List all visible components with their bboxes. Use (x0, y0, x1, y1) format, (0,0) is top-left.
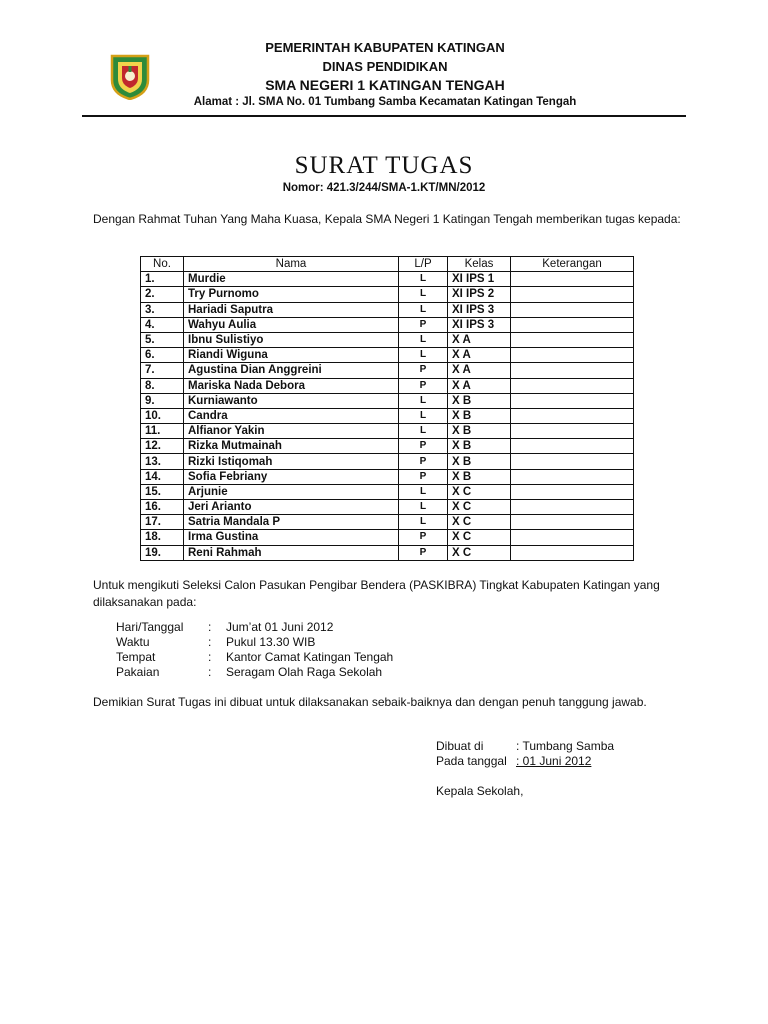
header-line-government: PEMERINTAH KABUPATEN KATINGAN (265, 40, 505, 55)
cell-kelas: X B (448, 408, 511, 423)
cell-kelas: X A (448, 348, 511, 363)
intro-paragraph: Dengan Rahmat Tuhan Yang Maha Kuasa, Kepala SMA Negeri 1 Katingan Tengah memberikan tugas kepada: (93, 212, 681, 226)
detail-separator: : (208, 650, 212, 664)
signatory-title: Kepala Sekolah, (436, 784, 524, 798)
cell-no: 8. (141, 378, 184, 393)
col-header-no: No. (141, 257, 184, 272)
place-label: Dibuat di (436, 739, 484, 753)
table-row (141, 545, 634, 560)
header-line-school: SMA NEGERI 1 KATINGAN TENGAH (265, 77, 505, 93)
cell-lp: L (399, 424, 448, 439)
detail-separator: : (208, 620, 212, 634)
cell-kelas: X B (448, 454, 511, 469)
cell-keterangan (511, 484, 634, 499)
cell-keterangan (511, 348, 634, 363)
document-number: Nomor: 421.3/244/SMA-1.KT/MN/2012 (282, 182, 486, 194)
detail-label: Hari/Tanggal (116, 620, 184, 634)
cell-nama: Satria Mandala P (184, 515, 399, 530)
detail-value: Seragam Olah Raga Sekolah (226, 665, 383, 679)
cell-nama: Murdie (184, 272, 399, 287)
letterhead-divider (82, 115, 686, 117)
cell-keterangan (511, 530, 634, 545)
detail-row-place (116, 650, 393, 665)
table-row (141, 408, 634, 423)
cell-keterangan (511, 424, 634, 439)
cell-nama: Agustina Dian Anggreini (184, 363, 399, 378)
cell-keterangan (511, 393, 634, 408)
col-header-kelas: Kelas (448, 257, 511, 272)
table-row (141, 515, 634, 530)
cell-nama: Sofia Febriany (184, 469, 399, 484)
cell-kelas: XI IPS 3 (448, 317, 511, 332)
cell-nama: Mariska Nada Debora (184, 378, 399, 393)
col-header-nama: Nama (184, 257, 399, 272)
table-row (141, 500, 634, 515)
cell-kelas: X C (448, 500, 511, 515)
cell-keterangan (511, 272, 634, 287)
signature-date (436, 754, 591, 769)
cell-lp: P (399, 454, 448, 469)
detail-value: Jum’at 01 Juni 2012 (226, 620, 334, 634)
cell-nama: Irma Gustina (184, 530, 399, 545)
detail-value: Pukul 13.30 WIB (226, 635, 316, 649)
cell-kelas: X C (448, 545, 511, 560)
cell-keterangan (511, 332, 634, 347)
cell-keterangan (511, 454, 634, 469)
cell-nama: Rizki Istiqomah (184, 454, 399, 469)
cell-kelas: X C (448, 515, 511, 530)
signature-place (436, 739, 614, 754)
cell-keterangan (511, 317, 634, 332)
header-address: Alamat : Jl. SMA No. 01 Tumbang Samba Kecamatan Katingan Tengah (193, 96, 577, 108)
cell-lp: P (399, 545, 448, 560)
cell-kelas: XI IPS 1 (448, 272, 511, 287)
cell-nama: Hariadi Saputra (184, 302, 399, 317)
cell-nama: Kurniawanto (184, 393, 399, 408)
cell-lp: L (399, 348, 448, 363)
table-row (141, 439, 634, 454)
cell-no: 12. (141, 439, 184, 454)
detail-row-date (116, 620, 393, 635)
cell-lp: L (399, 287, 448, 302)
detail-separator: : (208, 665, 212, 679)
cell-no: 3. (141, 302, 184, 317)
cell-kelas: X B (448, 439, 511, 454)
table-row (141, 302, 634, 317)
cell-kelas: X B (448, 424, 511, 439)
cell-lp: L (399, 332, 448, 347)
cell-nama: Candra (184, 408, 399, 423)
cell-no: 18. (141, 530, 184, 545)
student-table (140, 256, 634, 561)
cell-kelas: X A (448, 332, 511, 347)
cell-kelas: X A (448, 363, 511, 378)
cell-nama: Rizka Mutmainah (184, 439, 399, 454)
cell-no: 9. (141, 393, 184, 408)
place-value: : Tumbang Samba (516, 739, 615, 753)
cell-nama: Jeri Arianto (184, 500, 399, 515)
detail-label: Waktu (116, 635, 150, 649)
cell-nama: Ibnu Sulistiyo (184, 332, 399, 347)
cell-nama: Riandi Wiguna (184, 348, 399, 363)
purpose-paragraph: Untuk mengikuti Seleksi Calon Pasukan Pengibar Bendera (PASKIBRA) Tingkat Kabupaten Katingan yang dilaksanakan pada: (93, 578, 660, 609)
table-row (141, 454, 634, 469)
cell-no: 16. (141, 500, 184, 515)
table-header-row (141, 257, 634, 272)
cell-keterangan (511, 439, 634, 454)
cell-no: 2. (141, 287, 184, 302)
cell-no: 19. (141, 545, 184, 560)
cell-lp: L (399, 408, 448, 423)
cell-kelas: XI IPS 3 (448, 302, 511, 317)
cell-keterangan (511, 378, 634, 393)
cell-kelas: X B (448, 469, 511, 484)
col-header-lp: L/P (399, 257, 448, 272)
cell-lp: P (399, 469, 448, 484)
date-label: Pada tanggal (436, 754, 507, 768)
table-row (141, 317, 634, 332)
table-row (141, 272, 634, 287)
cell-kelas: X B (448, 393, 511, 408)
cell-no: 17. (141, 515, 184, 530)
cell-lp: L (399, 302, 448, 317)
cell-no: 5. (141, 332, 184, 347)
cell-keterangan (511, 500, 634, 515)
date-value: : 01 Juni 2012 (516, 754, 592, 768)
table-row (141, 348, 634, 363)
cell-lp: P (399, 530, 448, 545)
cell-keterangan (511, 469, 634, 484)
cell-lp: P (399, 439, 448, 454)
document-title: SURAT TUGAS (294, 152, 474, 179)
closing-paragraph: Demikian Surat Tugas ini dibuat untuk dilaksanakan sebaik-baiknya dan dengan penuh tanggung jawab. (93, 695, 647, 709)
regency-emblem-icon (108, 52, 152, 100)
cell-no: 10. (141, 408, 184, 423)
event-details (116, 620, 393, 680)
cell-lp: P (399, 378, 448, 393)
cell-no: 11. (141, 424, 184, 439)
cell-lp: L (399, 393, 448, 408)
cell-keterangan (511, 515, 634, 530)
table-row (141, 332, 634, 347)
cell-kelas: XI IPS 2 (448, 287, 511, 302)
cell-keterangan (511, 287, 634, 302)
detail-separator: : (208, 635, 212, 649)
cell-no: 1. (141, 272, 184, 287)
cell-no: 7. (141, 363, 184, 378)
regency-logo (108, 52, 152, 100)
detail-label: Pakaian (116, 665, 160, 679)
cell-no: 14. (141, 469, 184, 484)
table-row (141, 393, 634, 408)
detail-row-attire (116, 665, 393, 680)
cell-keterangan (511, 363, 634, 378)
table-row (141, 424, 634, 439)
cell-nama: Try Purnomo (184, 287, 399, 302)
header-line-department: DINAS PENDIDIKAN (322, 59, 448, 74)
cell-no: 6. (141, 348, 184, 363)
cell-keterangan (511, 302, 634, 317)
table-row (141, 287, 634, 302)
table-row (141, 530, 634, 545)
detail-value: Kantor Camat Katingan Tengah (226, 650, 394, 664)
detail-label: Tempat (116, 650, 156, 664)
cell-kelas: X C (448, 530, 511, 545)
cell-keterangan (511, 545, 634, 560)
detail-row-time (116, 635, 393, 650)
cell-nama: Reni Rahmah (184, 545, 399, 560)
cell-kelas: X C (448, 484, 511, 499)
table-row (141, 469, 634, 484)
table-row (141, 363, 634, 378)
cell-no: 15. (141, 484, 184, 499)
cell-kelas: X A (448, 378, 511, 393)
cell-keterangan (511, 408, 634, 423)
cell-lp: P (399, 317, 448, 332)
table-row (141, 484, 634, 499)
cell-nama: Wahyu Aulia (184, 317, 399, 332)
cell-lp: P (399, 363, 448, 378)
cell-lp: L (399, 484, 448, 499)
col-header-keterangan: Keterangan (511, 257, 634, 272)
cell-lp: L (399, 515, 448, 530)
cell-no: 4. (141, 317, 184, 332)
cell-nama: Arjunie (184, 484, 399, 499)
cell-nama: Alfianor Yakin (184, 424, 399, 439)
cell-lp: L (399, 272, 448, 287)
cell-no: 13. (141, 454, 184, 469)
cell-lp: L (399, 500, 448, 515)
table-row (141, 378, 634, 393)
